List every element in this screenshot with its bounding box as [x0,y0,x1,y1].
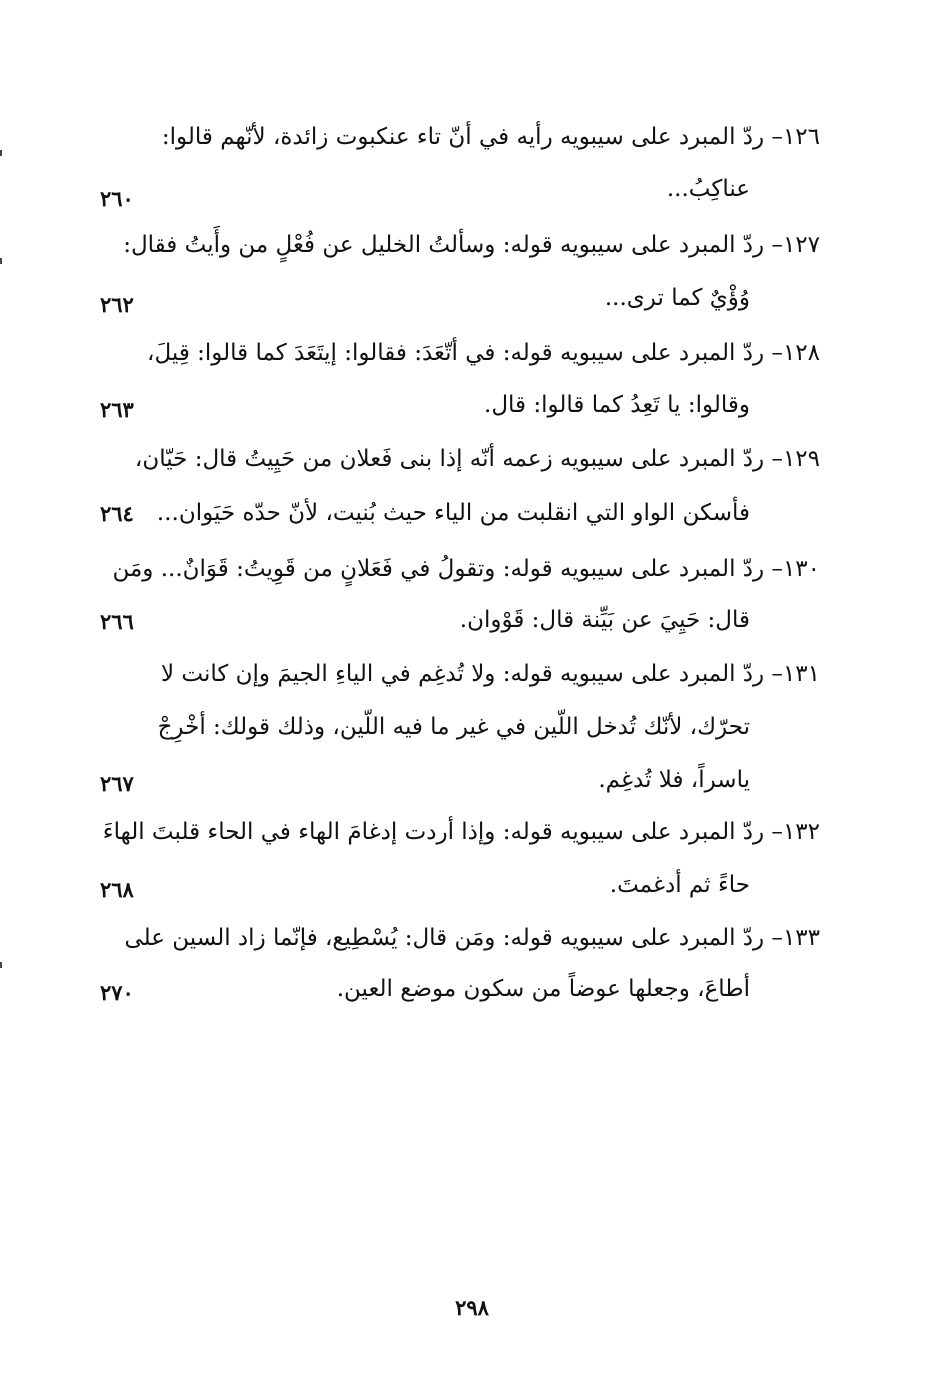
entry-line: أطاعَ، وجعلها عوضاً من سكون موضع العين. [336,976,750,1002]
entry-line: ١٣١– ردّ المبرد على سيبويه قوله: ولا تُدغِم في الياءِ الجيمَ وإن كانت لا [160,661,820,687]
page-reference: ٢٧٠ [100,980,134,1005]
entry-line: ١٢٦– ردّ المبرد على سيبويه رأيه في أنّ تاء عنكبوت زائدة، لأنّهم قالوا: [161,124,820,150]
page-reference: ٢٦٢ [100,292,134,317]
entry-line: قال: حَيِيَ عن بَيِّنة قال: قَوْوان. [459,607,750,633]
page-reference: ٢٦٦ [100,609,134,634]
entry-line: وُؤْيٌ كما ترى... [604,285,750,311]
page-reference: ٢٦٤ [100,501,134,526]
scan-mark [0,962,2,968]
entry-line: ياسراً، فلا تُدغِم. [598,767,750,793]
page-reference: ٢٦٧ [100,771,134,796]
page-reference: ٢٦٠ [100,186,134,211]
entry-line: ١٢٨– ردّ المبرد على سيبويه قوله: في أتّعَدَ: فقالوا: إيتَعَدَ كما قالوا: قِيلَ، [147,340,820,366]
entry-line: ١٣٢– ردّ المبرد على سيبويه قوله: وإذا أردت إدغامَ الهاء في الحاء قلبتَ الهاءَ [102,819,820,845]
entry-line: عناكِبُ... [666,176,750,202]
entry-line: تحرّك، لأنّك تُدخل اللّين في غير ما فيه اللّين، وذلك قولك: أخْرِجْ [157,714,750,740]
entry-line: ١٢٧– ردّ المبرد على سيبويه قوله: وسألتُ الخليل عن فُعْلٍ من وأَيتُ فقال: [123,232,820,258]
page-number: ٢٩٨ [455,1295,489,1320]
page-reference: ٢٦٨ [100,877,134,902]
page-reference: ٢٦٣ [100,397,134,422]
entry-line: ١٣٣– ردّ المبرد على سيبويه قوله: ومَن قال: يُسْطِيع، فإنّما زاد السين على [124,925,820,951]
entry-line: ١٢٩– ردّ المبرد على سيبويه زعمه أنّه إذا بنى فَعلان من حَيِيتُ قال: حَيّان، [134,446,820,472]
entry-line: ١٣٠– ردّ المبرد على سيبويه قوله: وتقولُ في فَعَلانٍ من قَوِيتُ: قَوَانٌ... ومَن [112,556,820,582]
entry-line: فأسكن الواو التي انقلبت من الياء حيث بُنيت، لأنّ حدّه حَيَوان... [156,500,750,526]
entry-line: وقالوا: يا تَعِدُ كما قالوا: قال. [484,392,750,418]
scan-mark [0,258,2,264]
entry-line: حاءً ثم أدغمتَ. [609,872,750,898]
scan-mark [0,150,2,156]
